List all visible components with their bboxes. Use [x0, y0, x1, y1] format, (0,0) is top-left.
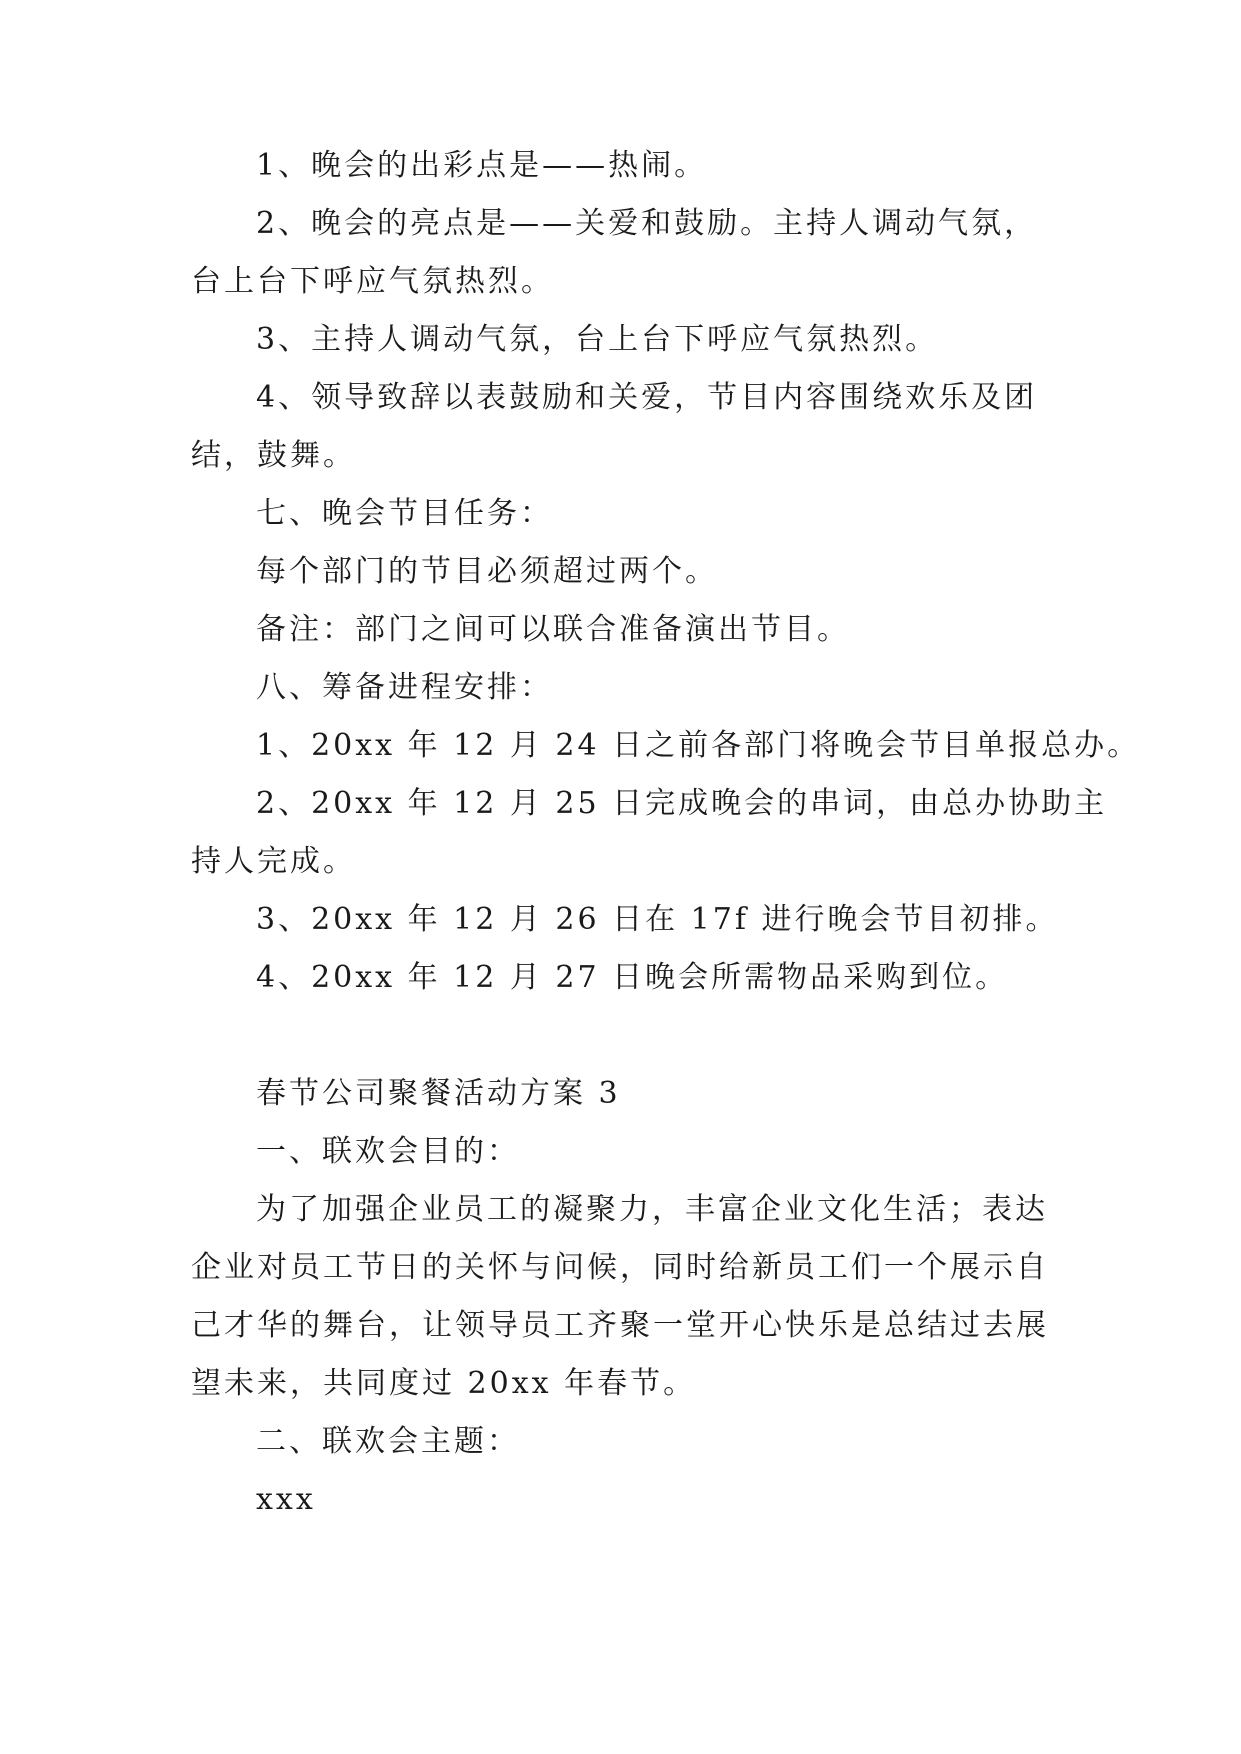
paragraph-program-requirement: 每个部门的节目必须超过两个。 [256, 554, 718, 589]
paragraph-theme: xxx [256, 1482, 316, 1517]
document-title: 春节公司聚餐活动方案 3 [256, 1076, 621, 1111]
list-item-schedule-2-cont: 持人完成。 [191, 844, 356, 879]
list-item-schedule-3: 3、20xx 年 12 月 26 日在 17f 进行晚会节目初排。 [256, 902, 1059, 937]
paragraph-note: 备注：部门之间可以联合准备演出节目。 [256, 612, 850, 647]
list-item-highlight-2-cont: 台上台下呼应气氛热烈。 [191, 264, 554, 299]
list-item-schedule-2: 2、20xx 年 12 月 25 日完成晚会的串词，由总办协助主 [256, 786, 1108, 821]
section-heading-theme: 二、联欢会主题： [256, 1424, 520, 1459]
paragraph-purpose-line-3: 己才华的舞台，让领导员工齐聚一堂开心快乐是总结过去展 [191, 1308, 1049, 1343]
section-heading-purpose: 一、联欢会目的： [256, 1134, 520, 1169]
list-item-highlight-2: 2、晚会的亮点是——关爱和鼓励。主持人调动气氛， [256, 206, 1038, 241]
list-item-highlight-3: 3、主持人调动气氛，台上台下呼应气氛热烈。 [256, 322, 939, 357]
paragraph-purpose-line-2: 企业对员工节日的关怀与问候，同时给新员工们一个展示自 [191, 1250, 1049, 1285]
paragraph-purpose-line-4: 望未来，共同度过 20xx 年春节。 [191, 1366, 697, 1401]
list-item-highlight-4-cont: 结，鼓舞。 [191, 438, 356, 473]
list-item-schedule-4: 4、20xx 年 12 月 27 日晚会所需物品采购到位。 [256, 960, 1009, 995]
list-item-highlight-1: 1、晚会的出彩点是——热闹。 [256, 148, 708, 183]
list-item-highlight-4: 4、领导致辞以表鼓励和关爱，节目内容围绕欢乐及团 [256, 380, 1038, 415]
section-heading-schedule: 八、筹备进程安排： [256, 670, 553, 705]
section-heading-program-tasks: 七、晚会节目任务： [256, 496, 553, 531]
list-item-schedule-1: 1、20xx 年 12 月 24 日之前各部门将晚会节目单报总办。 [256, 728, 1141, 763]
paragraph-purpose-line-1: 为了加强企业员工的凝聚力，丰富企业文化生活；表达 [256, 1192, 1048, 1227]
